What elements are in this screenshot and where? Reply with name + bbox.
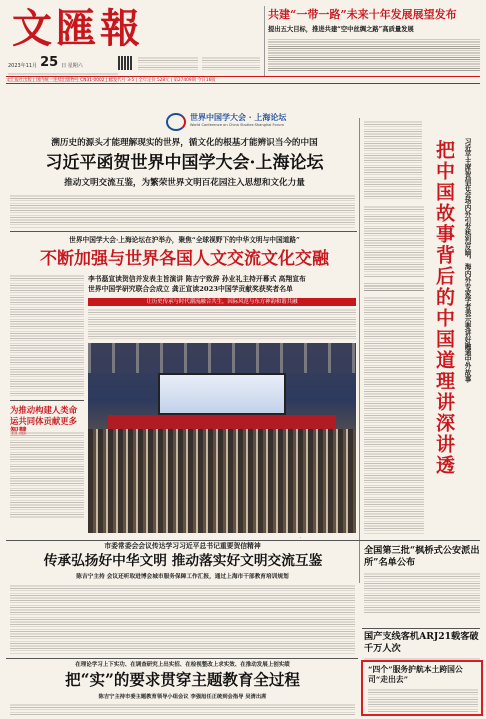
lead-kicker: 溯历史的源头才能理解现实的世界，循文化的根基才能辨识当今的中国 bbox=[51, 138, 318, 148]
masthead-info-strip bbox=[6, 76, 480, 84]
bottom-lead-headline: 传承弘扬好中华文明 推动落实好文明交流互鉴 bbox=[43, 553, 323, 569]
brief-1[interactable] bbox=[364, 545, 480, 627]
forum-banner bbox=[166, 112, 336, 134]
commentary-kicker: 习近平主席贺信在会场内外引发热烈反响，海内外专家学者表示要讲好融通中外故事 bbox=[463, 138, 471, 383]
qr-code-icon bbox=[118, 56, 132, 70]
masthead-vertical-rule bbox=[264, 6, 265, 76]
masthead-day: 25 bbox=[40, 55, 59, 70]
stage-screen bbox=[158, 373, 286, 415]
right-top-body bbox=[364, 120, 422, 200]
second-deck-2: 世界中国学研究联合会成立 龚正宣读2023中国学贡献奖获奖者名单 bbox=[88, 285, 293, 293]
lead-body-text bbox=[10, 194, 355, 228]
masthead-date: 2023年11月 25 日 星期六 bbox=[8, 56, 123, 82]
lead-headline: 习近平函贺世界中国学大会·上海论坛 bbox=[45, 153, 324, 173]
masthead bbox=[6, 4, 480, 92]
commentary-headline: 把中国故事背后的中国道理讲深讲透 bbox=[433, 140, 455, 476]
second-headline: 不断加强与世界各国人文交流文化交融 bbox=[40, 249, 329, 269]
brief-2-title: 国产支线客机ARJ21载客破千万人次 bbox=[364, 631, 479, 654]
left-box-title: 为推动构建人类命运共同体贡献更多 bbox=[10, 405, 77, 426]
top-right-headline: 共建“一带一路”未来十年发展展望发布 bbox=[268, 8, 457, 21]
lead-deck: 推动文明交流互鉴，为繁荣世界文明百花园注入思想和文化力量 bbox=[64, 178, 305, 188]
photo-caption-banner: 让历史传承与时代潮流融合共生，因际风范与东方神韵和谐共融 bbox=[88, 298, 356, 306]
brief-1-title: 全国第三批“枫桥式公安派出所”名单公布 bbox=[364, 545, 480, 568]
bottom-lead-body bbox=[10, 584, 355, 654]
bottom-lead-deck: 陈吉宁主持 会议还听取进博会城市服务保障工作汇报，通过上海市干部教育培训规划 bbox=[76, 574, 289, 580]
second-kicker: 世界中国学大会·上海论坛在沪举办，聚焦“全球视野下的中华文明与中国道路” bbox=[69, 236, 300, 244]
masthead-info-line: 文汇报社出版 | 国内统一连续出版物号 CN31-0002 | 邮发代号 3-5 | 全年定价 528元 | 第27409期 今日16版 bbox=[6, 78, 216, 83]
conference-photo bbox=[88, 343, 356, 533]
bottom-two-deck: 陈吉宁主持市委主题教育领导小组会议 李强旭任正统到会指导 吴清出席 bbox=[98, 694, 267, 700]
masthead-title: 文匯報 bbox=[12, 5, 144, 52]
brief-3-title: “四个”服务护航本土跨国公司“走出去” bbox=[368, 665, 463, 684]
forum-banner-title: 世界中国学大会 · 上海论坛 bbox=[190, 112, 287, 122]
top-right-subhead: 提出五大目标，推进共建“空中丝绸之路”高质量发展 bbox=[268, 26, 414, 33]
bottom-two-kicker: 在理论学习上下实功、在调查研究上出实招、在检视整改上求实效、在推动发展上创实绩 bbox=[75, 662, 290, 668]
second-body-text bbox=[10, 274, 84, 396]
bottom-lead-kicker: 市委常委会会议传达学习习近平总书记重要贺信精神 bbox=[104, 542, 261, 550]
forum-banner-subtitle: World Conference on China Studies·Shanghai Forum bbox=[190, 123, 284, 127]
brief-3-highlight-box[interactable] bbox=[361, 660, 483, 716]
bottom-two-headline: 把“实”的要求贯穿主题教育全过程 bbox=[65, 670, 300, 689]
left-inset-box bbox=[10, 400, 84, 524]
second-deck-1: 李书磊宣读贺信并发表主旨演讲 陈吉宁致辞 孙业礼主持开幕式 高翔宣布 bbox=[88, 275, 306, 283]
forum-logo-icon bbox=[166, 113, 186, 131]
